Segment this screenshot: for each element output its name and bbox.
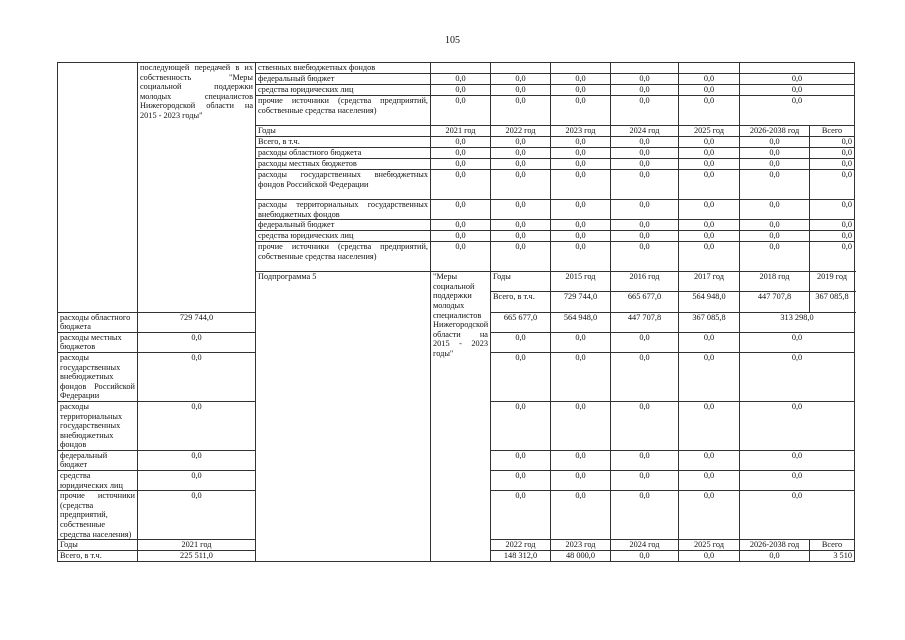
value-cell: 367 085,8 (679, 312, 740, 332)
value-cell: 0,0 (740, 401, 855, 450)
row-label: расходы государственных внебюджетных фондов Российской Федерации (58, 352, 138, 401)
value-cell: 0,0 (491, 471, 551, 491)
value-cell: 447 707,8 (740, 292, 810, 312)
value-cell: 0,0 (138, 450, 256, 470)
row-label: средства юридических лиц (256, 231, 431, 242)
value-cell: 0,0 (491, 242, 551, 272)
value-cell: 0,0 (491, 74, 551, 85)
value-cell: 0,0 (611, 200, 679, 220)
row-label: Всего, в т.ч. (491, 292, 551, 312)
value-cell: 0,0 (679, 220, 740, 231)
year-header: 2022 год (491, 540, 551, 551)
value-cell: 0,0 (679, 401, 740, 450)
value-cell: 0,0 (611, 137, 679, 148)
row-label: расходы территориальных государственных внебюджетных фондов (256, 200, 431, 220)
value-cell: 0,0 (491, 450, 551, 470)
value-cell: 0,0 (138, 491, 256, 540)
budget-table (57, 62, 855, 562)
row-label: расходы государственных внебюджетных фондов Российской Федерации (256, 170, 431, 200)
row-label: ственных внебюджетных фондов (256, 63, 431, 74)
year-header: 2018 год (740, 272, 810, 292)
value-cell: 0,0 (551, 332, 611, 352)
value-cell: 0,0 (138, 352, 256, 401)
value-cell: 0,0 (611, 159, 679, 170)
value-cell: 0,0 (491, 231, 551, 242)
year-header: 2024 год (611, 126, 679, 137)
value-cell: 0,0 (679, 352, 740, 401)
subprogram-name: "Меры социальной поддержки молодых специалистов Нижегородской области на 2015 - 2023 годы" (431, 272, 491, 562)
value-cell: 0,0 (491, 170, 551, 200)
year-header: 2017 год (679, 272, 740, 292)
value-cell: 0,0 (740, 332, 855, 352)
value-cell: 0,0 (551, 85, 611, 96)
value-cell: 0,0 (491, 96, 551, 126)
value-cell: 0,0 (611, 231, 679, 242)
row-label: расходы местных бюджетов (58, 332, 138, 352)
year-header: 2023 год (551, 126, 611, 137)
year-header: 2026-2038 год (740, 540, 810, 551)
row-label: расходы территориальных государственных внебюджетных фондов (58, 401, 138, 450)
year-header: 2021 год (138, 540, 256, 551)
value-cell: 0,0 (740, 170, 810, 200)
value-cell: 0,0 (551, 352, 611, 401)
value-cell: 0,0 (551, 170, 611, 200)
value-cell: 0,0 (431, 74, 491, 85)
value-cell: 0,0 (611, 401, 679, 450)
value-cell: 0,0 (679, 74, 740, 85)
year-header: 2016 год (611, 272, 679, 292)
value-cell: 0,0 (740, 491, 855, 540)
value-cell: 0,0 (740, 200, 810, 220)
value-cell: 0,0 (138, 471, 256, 491)
row-label: Всего, в т.ч. (58, 551, 138, 562)
value-cell: 0,0 (551, 96, 611, 126)
value-cell: 0,0 (491, 401, 551, 450)
value-cell: 0,0 (611, 471, 679, 491)
value-cell: 0,0 (551, 471, 611, 491)
row-label: средства юридических лиц (58, 471, 138, 491)
row-label: Всего, в т.ч. (256, 137, 431, 148)
row-label: средства юридических лиц (256, 85, 431, 96)
table-row (58, 63, 855, 74)
value-cell: 564 948,0 (551, 312, 611, 332)
value-cell: 0,0 (431, 231, 491, 242)
program-label-cell (58, 63, 138, 313)
value-cell: 0,0 (611, 242, 679, 272)
program-name-cell: последующей передачей в их собственность "Меры социальной поддержки молодых специалистов Нижегородской области на 2015 - 2023 годы" (138, 63, 256, 313)
value-cell: 48 000,0 (551, 551, 611, 562)
value-cell: 0,0 (551, 401, 611, 450)
value-cell: 729 744,0 (138, 312, 256, 332)
value-cell: 0,0 (679, 332, 740, 352)
value-cell: 0,0 (740, 220, 810, 231)
value-cell: 0,0 (611, 85, 679, 96)
value-cell: 0,0 (431, 159, 491, 170)
value-cell: 0,0 (551, 231, 611, 242)
row-label: федеральный бюджет (256, 74, 431, 85)
value-cell: 0,0 (551, 159, 611, 170)
value-cell: 0,0 (679, 170, 740, 200)
value-cell: 0,0 (431, 96, 491, 126)
value-cell: 0,0 (611, 220, 679, 231)
value-cell: 0,0 (491, 159, 551, 170)
years-label: Годы (256, 126, 431, 137)
value-cell: 0,0 (491, 491, 551, 540)
row-label: расходы областного бюджета (58, 312, 138, 332)
value-cell: 0,0 (740, 159, 810, 170)
value-cell: 0,0 (679, 231, 740, 242)
value-cell: 0,0 (679, 96, 740, 126)
value-cell: 0,0 (810, 148, 855, 159)
value-cell: 0,0 (431, 170, 491, 200)
value-cell: 3 510 (810, 551, 855, 562)
value-cell: 0,0 (491, 137, 551, 148)
year-header: 2022 год (491, 126, 551, 137)
value-cell: 0,0 (611, 74, 679, 85)
value-cell: 0,0 (551, 491, 611, 540)
value-cell: 0,0 (491, 332, 551, 352)
value-cell: 0,0 (679, 159, 740, 170)
value-cell: 0,0 (810, 231, 855, 242)
year-header: 2015 год (551, 272, 611, 292)
value-cell: 0,0 (611, 332, 679, 352)
value-cell: 0,0 (740, 352, 855, 401)
value-cell: 0,0 (491, 148, 551, 159)
value-cell: 0,0 (679, 450, 740, 470)
row-label: прочие источники (средства предприятий, собственные средства населения) (58, 491, 138, 540)
value-cell: 0,0 (740, 96, 855, 126)
value-cell: 665 677,0 (611, 292, 679, 312)
value-cell: 0,0 (810, 137, 855, 148)
value-cell: 0,0 (810, 200, 855, 220)
row-label: расходы областного бюджета (256, 148, 431, 159)
year-header: Всего (810, 126, 855, 137)
value-cell: 0,0 (551, 242, 611, 272)
year-header: Всего (810, 540, 855, 551)
value-cell: 0,0 (679, 148, 740, 159)
value-cell: 0,0 (679, 85, 740, 96)
value-cell: 367 085,8 (810, 292, 855, 312)
year-header: 2025 год (679, 540, 740, 551)
value-cell: 0,0 (431, 148, 491, 159)
value-cell: 0,0 (611, 148, 679, 159)
value-cell: 447 707,8 (611, 312, 679, 332)
value-cell: 0,0 (491, 352, 551, 401)
value-cell: 0,0 (551, 220, 611, 231)
row-label: прочие источники (средства предприятий, собственные средства населения) (256, 96, 431, 126)
year-header: 2023 год (551, 540, 611, 551)
value-cell: 0,0 (679, 491, 740, 540)
value-cell: 564 948,0 (679, 292, 740, 312)
value-cell: 0,0 (810, 220, 855, 231)
value-cell: 0,0 (679, 137, 740, 148)
value-cell: 225 511,0 (138, 551, 256, 562)
value-cell: 0,0 (740, 85, 855, 96)
value-cell: 0,0 (551, 450, 611, 470)
value-cell: 0,0 (551, 137, 611, 148)
value-cell: 0,0 (740, 148, 810, 159)
value-cell: 0,0 (138, 332, 256, 352)
year-header: 2021 год (431, 126, 491, 137)
value-cell: 0,0 (431, 85, 491, 96)
value-cell: 0,0 (679, 200, 740, 220)
subprogram-label: Подпрограмма 5 (256, 272, 431, 562)
row-label: прочие источники (средства предприятий, собственные средства населения) (256, 242, 431, 272)
value-cell: 0,0 (679, 471, 740, 491)
value-cell: 0,0 (740, 231, 810, 242)
page-number: 105 (445, 35, 460, 46)
row-label: федеральный бюджет (256, 220, 431, 231)
years-label: Годы (58, 540, 138, 551)
value-cell: 0,0 (551, 74, 611, 85)
year-header: 2019 год (810, 272, 855, 292)
value-cell: 0,0 (431, 242, 491, 272)
value-cell: 0,0 (810, 242, 855, 272)
value-cell: 0,0 (611, 491, 679, 540)
value-cell: 0,0 (551, 200, 611, 220)
value-cell: 0,0 (431, 200, 491, 220)
value-cell: 0,0 (611, 170, 679, 200)
value-cell: 0,0 (679, 551, 740, 562)
value-cell: 0,0 (611, 96, 679, 126)
value-cell: 0,0 (611, 450, 679, 470)
value-cell: 0,0 (431, 220, 491, 231)
year-header: 2024 год (611, 540, 679, 551)
years-label: Годы (491, 272, 551, 292)
value-cell: 0,0 (810, 159, 855, 170)
value-cell: 0,0 (611, 352, 679, 401)
row-label: расходы местных бюджетов (256, 159, 431, 170)
value-cell: 0,0 (611, 551, 679, 562)
value-cell: 0,0 (431, 137, 491, 148)
value-cell: 0,0 (740, 242, 810, 272)
value-cell: 313 298,0 (740, 312, 855, 332)
value-cell: 0,0 (491, 85, 551, 96)
value-cell: 0,0 (740, 471, 855, 491)
value-cell: 0,0 (740, 450, 855, 470)
value-cell: 148 312,0 (491, 551, 551, 562)
value-cell: 665 677,0 (491, 312, 551, 332)
value-cell: 729 744,0 (551, 292, 611, 312)
value-cell: 0,0 (810, 170, 855, 200)
value-cell: 0,0 (138, 401, 256, 450)
value-cell: 0,0 (551, 148, 611, 159)
value-cell: 0,0 (491, 220, 551, 231)
row-label: федеральный бюджет (58, 450, 138, 470)
value-cell: 0,0 (740, 137, 810, 148)
value-cell: 0,0 (491, 200, 551, 220)
value-cell: 0,0 (679, 242, 740, 272)
year-header: 2026-2038 год (740, 126, 810, 137)
year-header: 2025 год (679, 126, 740, 137)
value-cell: 0,0 (740, 551, 810, 562)
value-cell: 0,0 (740, 74, 855, 85)
